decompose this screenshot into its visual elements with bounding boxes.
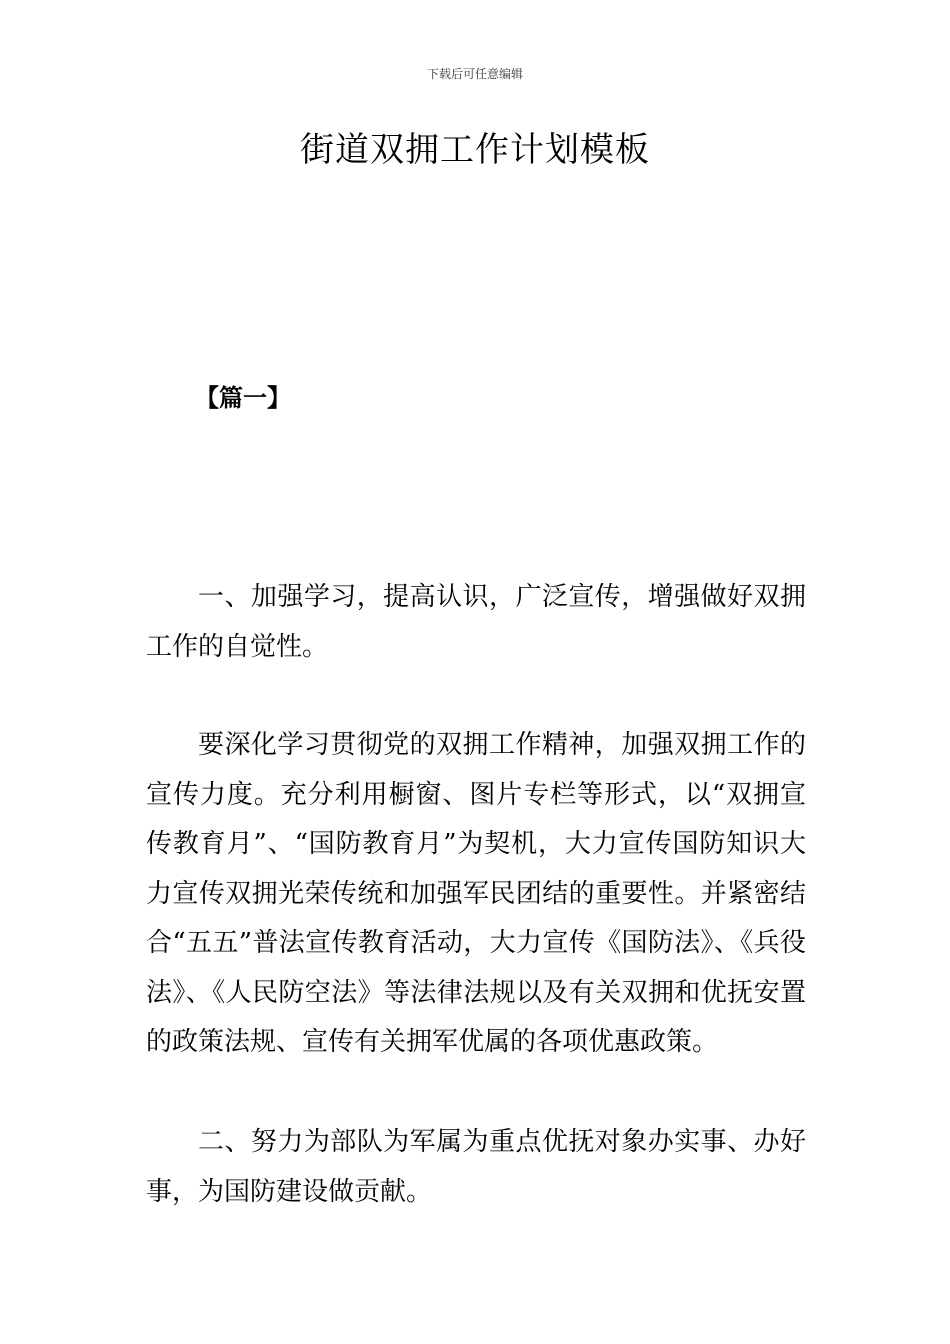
document-title: 街道双拥工作计划模板: [300, 130, 650, 170]
paragraph-3: 二、努力为部队为军属为重点优抚对象办实事、办好事，为国防建设做贡献。: [146, 1127, 806, 1207]
paragraph-2: 要深化学习贯彻党的双拥工作精神，加强双拥工作的宣传力度。充分利用橱窗、图片专栏等形式，以“双拥宣传教育月”、“国防教育月”为契机，大力宣传国防知识大力宣传双拥光荣传统和加强军民团结的重要性。并紧密结合“五五”普法宣传教育活动，大力宣传《国防法》、《兵役法》、《人民防空法》等法律法规以及有关双拥和优抚安置的政策法规、宣传有关拥军优属的各项优惠政策。: [146, 730, 806, 1057]
paragraph-1: 一、加强学习，提高认识，广泛宣传，增强做好双拥工作的自觉性。: [146, 582, 806, 662]
section-label: 【篇一】: [195, 383, 291, 412]
header-note: 下载后可任意编辑: [426, 67, 523, 81]
